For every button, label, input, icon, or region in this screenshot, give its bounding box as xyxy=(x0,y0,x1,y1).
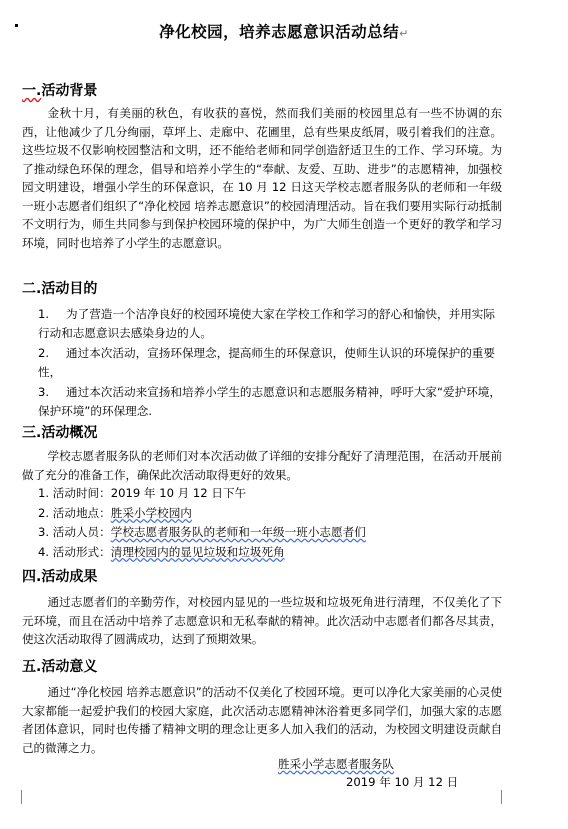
section-body-overview: 学校志愿者服务队的老师们对本次活动做了详细的安排分配好了清理范围，在活动开展前做了充分的准备工作，确保此次活动取得更好的效果。 xyxy=(22,449,502,482)
section-heading-background: 一.活动背景 xyxy=(22,83,98,99)
overview-details xyxy=(38,484,366,562)
list-item: 2. 通过本次活动，宣扬环保理念，提高师生的环保意识，使师生认识的环境保护的重要性， xyxy=(38,346,495,379)
section-body-background: 金秋十月，有美丽的秋色，有收获的喜悦，然而我们美丽的校园里总有一些不协调的东西，让他减少了几分绚丽，草坪上、走廊中、花圃里，总有些果皮纸屑，吸引着我们的注意。这些垃圾不仅影响校园整洁和文明，还不能给老师和同学创造舒适卫生的工作、学习环境。为了推动绿色环保的理念，倡导和培养小学生的“奉献、友爱、互助、进步”的志愿精神，加强校园文明建设，增强小学生的环保意识，在 10 月 12 日这天学校志愿者服务队的老师和一年级一班小志愿者们组织了“净化校园 培养志愿意识”的校园清理活动。旨在我们要用实际行动抵制不文明行为，师生共同参与到保护校园环境的保护中，为广大师生创造一个更好的教学和学习环境，同时也培养了小学生的志愿意识。 xyxy=(22,106,502,250)
purpose-list xyxy=(38,305,503,422)
signature-org: 胜采小学志愿者服务队 xyxy=(278,757,394,771)
detail-form: 4. 活动形式：清理校园内的显见垃圾和垃圾死角 xyxy=(38,544,285,559)
detail-time: 1. 活动时间：2019 年 10 月 12 日下午 xyxy=(38,486,247,500)
document-title: 净化校园，培养志愿意识活动总结↵ xyxy=(159,23,409,41)
signature-date: 2019 年 10 月 12 日 xyxy=(346,775,459,789)
section-body-results: 通过志愿者们的辛勤劳作，对校园内显见的一些垃圾和垃圾死角进行清理，不仅美化了下元环境，而且在活动中培养了志愿意识和无私奉献的精神。此次活动中志愿者们都各尽其责，使这次活动取得了圆满成功，达到了预期效果。 xyxy=(22,595,502,646)
section-heading-results: 四.活动成果 xyxy=(22,569,98,585)
section-body-significance: 通过“净化校园 培养志愿意识”的活动不仅美化了校园环境。更可以净化大家美丽的心灵使大家都能一起爱护我们的校园大家庭，此次活动志愿精神沐浴着更多同学们，加强大家的志愿者团体意识，同时也传播了精神文明的理念让更多人加入我们的活动，为校园文明建设贡献自己的微薄之力。 xyxy=(22,685,502,755)
section-heading-overview: 三.活动概况 xyxy=(22,425,98,441)
section-heading-purpose: 二.活动目的 xyxy=(22,281,98,297)
page-corner-mark xyxy=(501,790,516,804)
list-item: 3. 通过本次活动来宣扬和培养小学生的志愿意识和志愿服务精神，呼吁大家“爱护环境，保护环境”的环保理念. xyxy=(38,385,501,418)
detail-place: 2. 活动地点：胜采小学校园内 xyxy=(38,505,192,520)
list-item: 1. 为了营造一个洁净良好的校园环境使大家在学校工作和学习的舒心和愉快，并用实际行动和志愿意识去感染身边的人。 xyxy=(38,307,495,340)
detail-people: 3. 活动人员：学校志愿者服务队的老师和一年级一班小志愿者们 xyxy=(38,525,366,539)
section-heading-significance: 五.活动意义 xyxy=(22,659,98,675)
paragraph-mark: ↵ xyxy=(399,27,409,40)
page-corner-mark xyxy=(7,790,22,804)
